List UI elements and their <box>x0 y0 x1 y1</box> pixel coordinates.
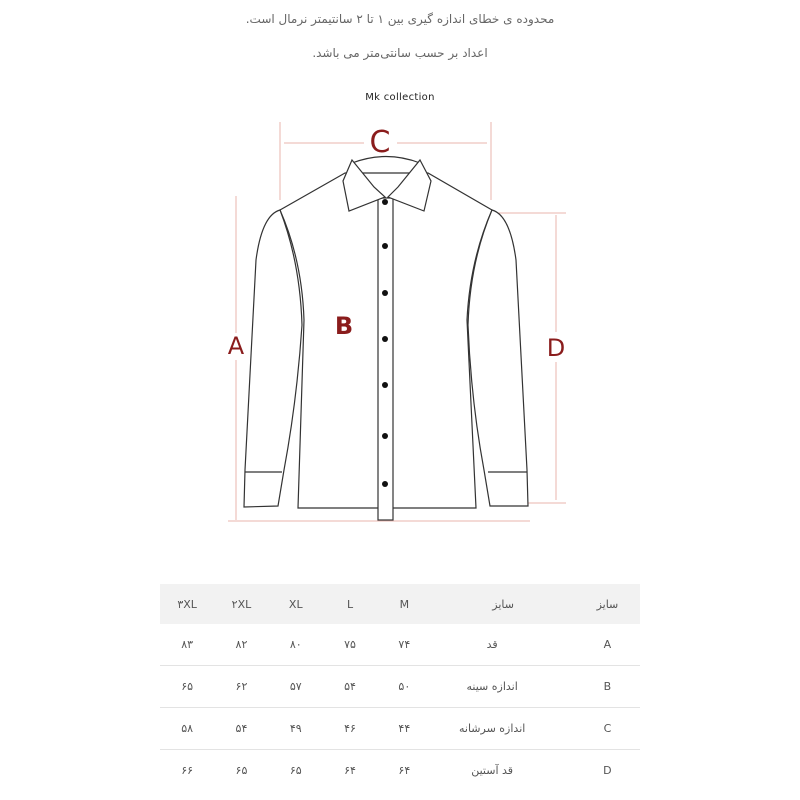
table-cell: ۷۵ <box>344 638 356 651</box>
header-size: ۲XL <box>214 584 268 624</box>
table-cell: ۶۵ <box>269 750 323 792</box>
measurement-name: اندازه سینه <box>431 666 574 708</box>
size-chart-table <box>160 584 640 791</box>
table-cell: ۸۰ <box>289 638 302 651</box>
table-cell: ۴۶ <box>323 708 377 750</box>
measurement-code: A <box>603 638 612 651</box>
header-code: سایز <box>575 584 640 624</box>
button-dot <box>382 243 388 249</box>
measurement-name: اندازه سرشانه <box>431 708 574 750</box>
label-d: D <box>546 334 566 362</box>
table-cell: ۶۵ <box>160 666 214 708</box>
table-row <box>160 624 640 666</box>
button-dot <box>382 336 388 342</box>
table-cell: ۵۴ <box>323 666 377 708</box>
measurement-code: D <box>575 750 640 792</box>
button-dot <box>382 433 388 439</box>
table-row <box>160 708 640 750</box>
table-cell: ۴۴ <box>377 708 431 750</box>
table-row <box>160 666 640 708</box>
header-size: M <box>377 584 431 624</box>
left-sleeve <box>244 210 302 507</box>
table-cell: ۵۴ <box>214 708 268 750</box>
header-size: L <box>323 584 377 624</box>
right-sleeve <box>468 210 528 506</box>
label-c: C <box>369 125 391 160</box>
measurement-error-note: محدوده ی خطای اندازه گیری بین ۱ تا ۲ سانتیمتر نرمال است. <box>245 12 555 26</box>
measurement-name: قد آستین <box>431 750 574 792</box>
label-a: A <box>227 332 245 360</box>
table-cell: ۴۹ <box>269 708 323 750</box>
button-dot <box>382 481 388 487</box>
button-dot <box>382 199 388 205</box>
table-cell: ۶۴ <box>377 750 431 792</box>
header-size: ۳XL <box>160 584 214 624</box>
button-dot <box>382 290 388 296</box>
measurement-name: قد <box>486 638 498 651</box>
table-cell: ۸۲ <box>235 638 248 651</box>
header-size: XL <box>269 584 323 624</box>
label-b: B <box>334 312 354 340</box>
table-cell: ۷۴ <box>398 638 411 651</box>
table-header-row <box>160 584 640 624</box>
table-row <box>160 750 640 792</box>
table-cell: ۶۶ <box>160 750 214 792</box>
table-cell: ۵۸ <box>160 708 214 750</box>
table-cell: ۵۷ <box>269 666 323 708</box>
header-measurement-name: سایز <box>431 584 574 624</box>
table-cell: ۸۳ <box>181 638 194 651</box>
measurement-code: B <box>575 666 640 708</box>
button-dot <box>382 382 388 388</box>
table-cell: ۶۵ <box>214 750 268 792</box>
table-cell: ۵۰ <box>377 666 431 708</box>
brand-name: Mk collection <box>365 92 435 103</box>
table-cell: ۶۴ <box>323 750 377 792</box>
table-cell: ۶۲ <box>214 666 268 708</box>
measurement-code: C <box>575 708 640 750</box>
units-note: اعداد بر حسب سانتی‌متر می باشد. <box>312 46 488 60</box>
